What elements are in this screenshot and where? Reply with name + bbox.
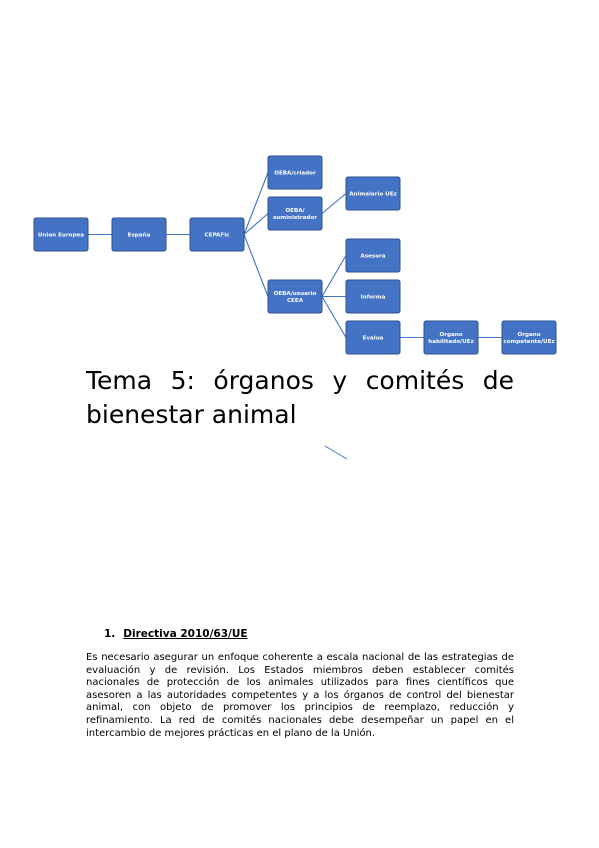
node-label: OEBA/criador (274, 170, 316, 177)
node-label: Organo (517, 332, 541, 338)
node-label: habilitado/UEz (428, 339, 474, 345)
page-title: Tema 5: órganos y comités de bienestar animal (86, 366, 514, 429)
node-label: competente/UEz (503, 339, 555, 345)
node-label: OEBA/usuario (273, 291, 317, 297)
section-heading (104, 628, 248, 640)
node-label: Union Europea (37, 232, 85, 239)
node-label: suministrador (272, 215, 318, 221)
section-paragraph: Es necesario asegurar un enfoque coherente a escala nacional de las estrategias de evaluación y de revisión. Los Estados miembros deben establecer comités nacionales de protección de los animales utilizados para fines científicos que asesoren a las autoridades competentes y a los órganos de control del bienestar animal, con objeto de promover los principios de reemplazo, reducción y refinamiento. La red de comités nacionales debe desempeñar un papel en el intercambio de mejores prácticas en el plano de la Unión. (86, 652, 514, 739)
node-label: CEPAFic (204, 232, 230, 239)
node-label: CEEA (286, 298, 304, 304)
section-heading-text: Directiva 2010/63/UE (123, 628, 248, 640)
node-label: Animalario UEz (349, 191, 397, 198)
node-label: Informa (360, 294, 386, 301)
node-label: España (127, 232, 151, 239)
section-number: 1. (104, 628, 116, 640)
node-label: Evalua (362, 335, 384, 342)
node-label: Asesora (360, 253, 386, 260)
node-label: Organo (439, 332, 463, 338)
node-label: OEBA/ (285, 208, 305, 214)
